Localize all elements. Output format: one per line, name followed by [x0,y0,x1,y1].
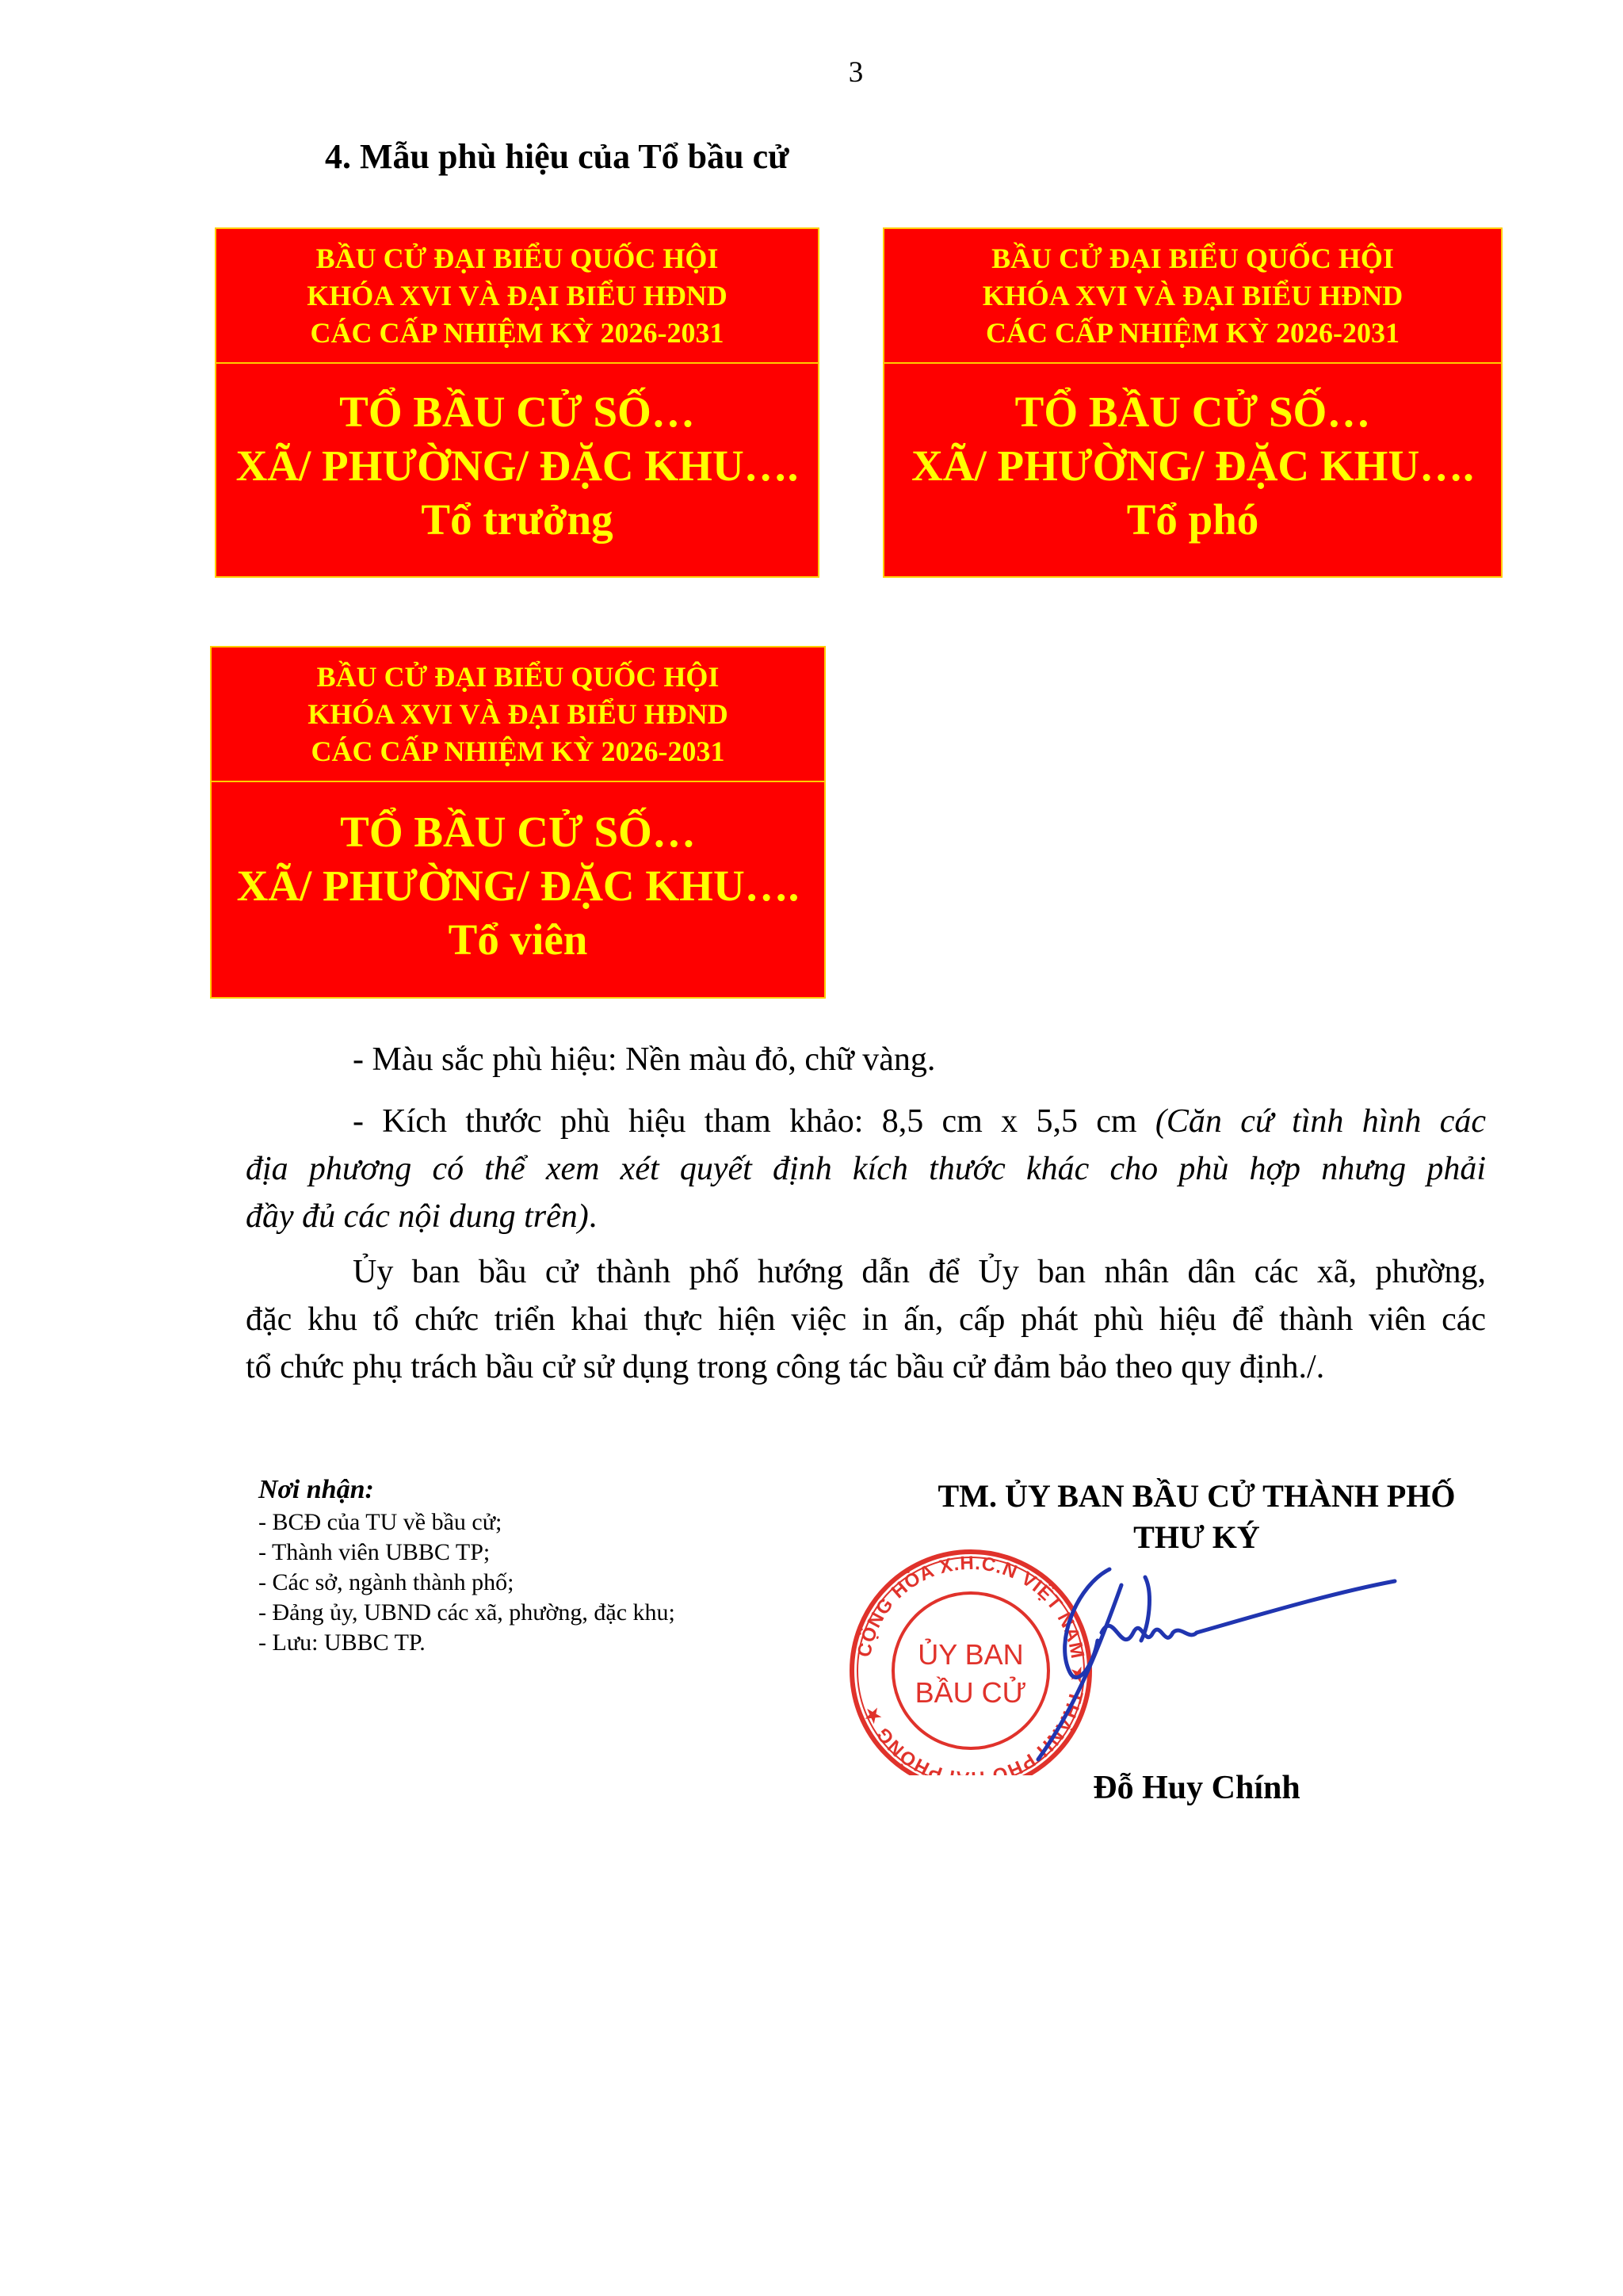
paragraph-line [246,1248,1486,1296]
recipient-item: - Thành viên UBBC TP; [258,1539,491,1565]
badge-header-line: KHÓA XVI VÀ ĐẠI BIỂU HĐND [307,697,728,730]
badge-header-line: CÁC CẤP NHIỆM KỲ 2026-2031 [311,735,725,767]
badge-role: Tổ trưởng [421,495,613,544]
badge-role: Tổ viên [448,915,588,964]
badge-to-pho [883,227,1503,578]
badge-header-line: BẦU CỬ ĐẠI BIỂU QUỐC HỘI [991,242,1394,274]
badge-header [884,229,1501,364]
guidance-text-1: Ủy ban bầu cử thành phố hướng dẫn để Ủy ban nhân dân các xã, phường, [353,1254,1486,1290]
badge-size-note-end: đầy đủ các nội dung trên) [246,1198,589,1235]
paragraph-guidance [246,1248,1486,1391]
recipients-title: Nơi nhận: [258,1475,374,1504]
badge-body [216,364,818,576]
paragraph-badge-color [246,1036,1514,1083]
seal-center-line-2: BẦU CỬ [915,1676,1027,1709]
badge-size-note: (Căn cứ tình hình các [1155,1103,1486,1140]
recipient-item: - Các sở, ngành thành phố; [258,1569,514,1595]
badge-body-line: TỔ BẦU CỬ SỐ… [339,388,695,436]
badge-header-line: CÁC CẤP NHIỆM KỲ 2026-2031 [310,316,724,349]
page-number: 3 [848,56,864,89]
badge-to-truong [215,227,819,578]
seal-outer-text: CỘNG HÒA X.H.C.N VIỆT NAM ★ THÀNH PHỐ PHÒNG ★ [854,1552,1090,1775]
badge-size-text: - Kích thước phù hiệu tham khảo: 8,5 cm x 5,5 cm [353,1103,1155,1140]
badge-header-line: BẦU CỬ ĐẠI BIỂU QUỐC HỘI [315,242,719,274]
badge-header [212,648,824,782]
paragraph-badge-size [246,1098,1486,1240]
badge-body [884,364,1501,576]
official-seal [852,1552,1090,1775]
badge-header [216,229,818,364]
recipient-item: - Đảng ủy, UBND các xã, phường, đặc khu; [258,1599,675,1626]
badge-header-line: KHÓA XVI VÀ ĐẠI BIỂU HĐND [982,279,1403,311]
recipients-block [258,1473,675,1658]
seal-svg [840,1514,1442,1775]
badge-header-line: CÁC CẤP NHIỆM KỲ 2026-2031 [986,316,1400,349]
paragraph-line [246,1036,1514,1083]
signature-org: TM. ỦY BAN BẦU CỬ THÀNH PHỐ [938,1478,1456,1514]
paragraph-line: địa phương có thể xem xét quyết định kích thước khác cho phù hợp nhưng phải [246,1151,1486,1187]
badge-role: Tổ phó [1126,495,1259,544]
badge-body-line: TỔ BẦU CỬ SỐ… [340,807,696,856]
badge-header-line: KHÓA XVI VÀ ĐẠI BIỂU HĐND [307,279,727,311]
badge-body [212,782,824,997]
paragraph-line: tổ chức phụ trách bầu cử sử dụng trong công tác bầu cử đảm bảo theo quy định./. [246,1349,1325,1385]
paragraph-line [246,1193,1486,1240]
badge-color-text: - Màu sắc phù hiệu: Nền màu đỏ, chữ vàng. [353,1041,936,1078]
period: . [588,1198,598,1235]
badge-body-line: XÃ/ PHƯỜNG/ ĐẶC KHU…. [235,441,799,490]
badge-body-line: XÃ/ PHƯỜNG/ ĐẶC KHU…. [236,861,800,910]
seal-and-signature [840,1514,1442,1775]
badge-to-vien [210,646,826,999]
seal-center-line-1: ỦY BAN [918,1638,1024,1671]
badge-body-line: XÃ/ PHƯỜNG/ ĐẶC KHU…. [911,441,1474,490]
handwritten-signature [1038,1569,1395,1759]
signer-name: Đỗ Huy Chính [1093,1770,1300,1806]
signature-title: THƯ KÝ [1133,1519,1260,1555]
recipient-item: - Lưu: UBBC TP. [258,1629,426,1656]
paragraph-line: đặc khu tổ chức triển khai thực hiện việc in ấn, cấp phát phù hiệu để thành viên các [246,1301,1486,1338]
badge-body-line: TỔ BẦU CỬ SỐ… [1014,388,1371,436]
recipient-item: - BCĐ của TU về bầu cử; [258,1509,502,1535]
paragraph-line [246,1098,1486,1145]
section-heading: 4. Mẫu phù hiệu của Tổ bầu cử [325,137,789,176]
badge-header-line: BẦU CỬ ĐẠI BIỂU QUỐC HỘI [316,660,720,693]
